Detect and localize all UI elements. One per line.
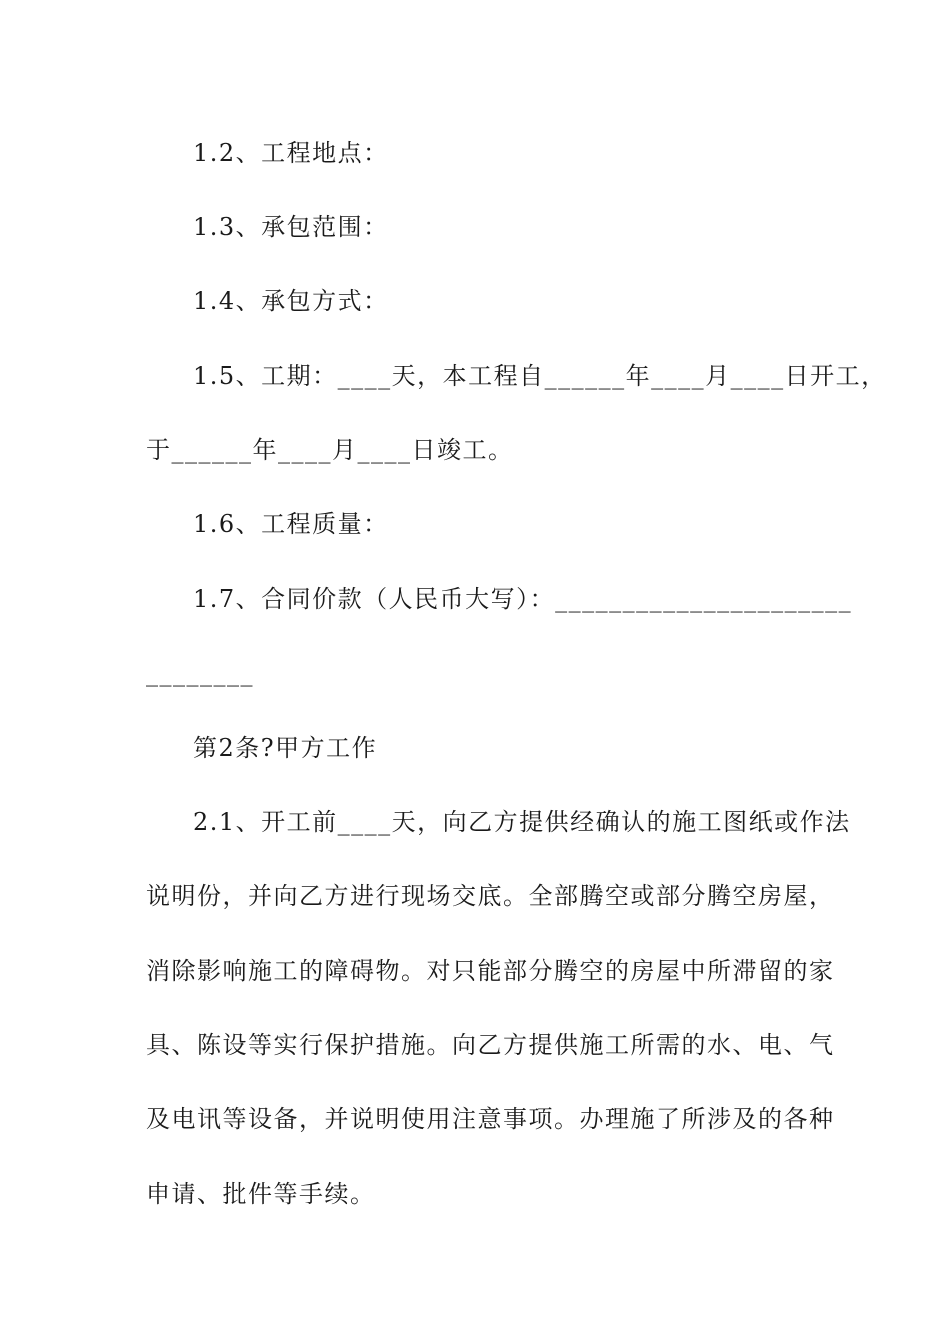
clause-1-2-location: 1.2、工程地点： [193,139,389,167]
clause-1-7-price: 1.7、合同价款（人民币大写）：______________________ [193,585,853,613]
clause-2-1-line-2: 说明份，并向乙方进行现场交底。全部腾空或部分腾空房屋， [146,882,835,910]
clause-2-1-line-4: 具、陈设等实行保护措施。向乙方提供施工所需的水、电、气 [146,1031,835,1059]
clause-1-7-price-continued: ________ [146,659,254,687]
clause-1-5-duration-continued: 于______年____月____日竣工。 [146,436,514,464]
clause-1-5-duration: 1.5、工期：____天，本工程自______年____月____日开工， [193,362,887,390]
clause-2-1-line-6: 申请、批件等手续。 [146,1180,376,1208]
clause-1-3-scope: 1.3、承包范围： [193,213,389,241]
clause-1-6-quality: 1.6、工程质量： [193,510,389,538]
clause-2-1-line-3: 消除影响施工的障碍物。对只能部分腾空的房屋中所滞留的家 [146,957,835,985]
clause-1-4-method: 1.4、承包方式： [193,287,389,315]
clause-2-1-line-1: 2.1、开工前____天，向乙方提供经确认的施工图纸或作法 [193,808,851,836]
clause-2-1-line-5: 及电讯等设备，并说明使用注意事项。办理施了所涉及的各种 [146,1105,835,1133]
article-2-heading: 第2条?甲方工作 [193,734,378,762]
